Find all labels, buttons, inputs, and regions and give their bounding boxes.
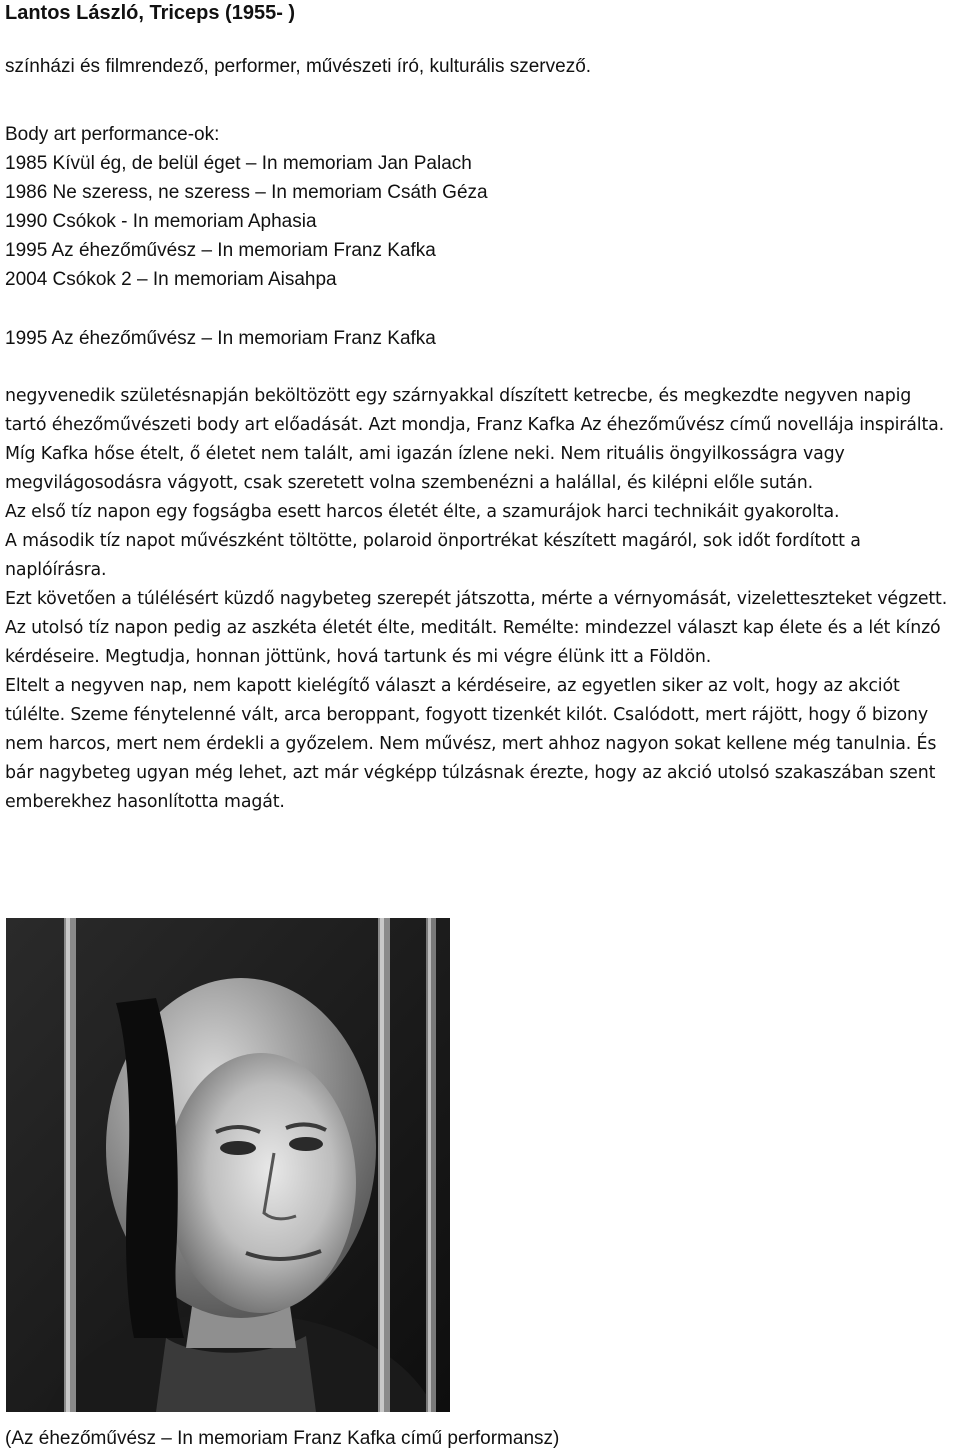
performance-item: 1985 Kívül ég, de belül éget – In memoriam Jan Palach [5, 153, 472, 174]
section-heading: 1995 Az éhezőművész – In memoriam Franz Kafka [5, 328, 436, 349]
performance-list [5, 120, 488, 294]
paragraph: Eltelt a negyven nap, nem kapott kielégítő választ a kérdéseire, az egyetlen siker az volt, hogy az akciót túlélte. Szeme fénytelenné vált, arca beroppant, fogyott tizenkét kilót. Csalódott, mert rájött, hogy ő bizony nem harcos, mert nem érdekli a győzelem. Nem művész, mert ahhoz nagyon sokat kellene még tanulnia. És bár nagybeteg ugyan még lehet, azt már végképp túlzásnak érezte, hogy az akció utolsó szakaszában szent emberekhez hasonlította magát. [5, 676, 937, 812]
photo-caption: (Az éhezőművész – In memoriam Franz Kafka című performansz) [5, 1428, 560, 1449]
paragraph: Míg Kafka hőse ételt, ő életet nem talált, ami igazán ízlene neki. Nem rituális öngyilkosságra vagy megvilágosodásra vágyott, csak szeretett volna szembenézni a halállal, és kilépni előle sután. [5, 444, 845, 493]
portrait-photo-icon [6, 918, 450, 1412]
author-description: színházi és filmrendező, performer, művészeti író, kulturális szervező. [5, 56, 592, 77]
performance-item: 1990 Csókok - In memoriam Aphasia [5, 211, 317, 232]
portrait-photo [6, 918, 450, 1412]
paragraph: Ezt követően a túlélésért küzdő nagybeteg szerepét játszotta, mérte a vérnyomását, vizeletteszteket végzett. [5, 589, 948, 609]
performance-list-heading: Body art performance-ok: [5, 124, 220, 145]
performance-item: 2004 Csókok 2 – In memoriam Aisahpa [5, 269, 337, 290]
paragraph: Az első tíz napon egy fogságba esett harcos életét élte, a szamurájok harci technikáit gyakorolta. [5, 502, 840, 522]
document-title: Lantos László, Triceps (1955- ) [5, 2, 296, 24]
performance-item: 1995 Az éhezőművész – In memoriam Franz Kafka [5, 240, 436, 261]
performance-item: 1986 Ne szeress, ne szeress – In memoriam Csáth Géza [5, 182, 488, 203]
performance-description [5, 382, 957, 817]
paragraph: negyvenedik születésnapján beköltözött egy szárnyakkal díszített ketrecbe, és megkezdte negyven napig tartó éhezőművészeti body art előadását. Azt mondja, Franz Kafka Az éhezőművész című novellája inspirálta. [5, 386, 945, 435]
paragraph: A második tíz napot művészként töltötte, polaroid önportrékat készített magáról, sok időt fordított a naplóírásra. [5, 531, 861, 580]
paragraph: Az utolsó tíz napon pedig az aszkéta életét élte, meditált. Remélte: mindezzel választ kap élete és a lét kínzó kérdéseire. Megtudja, honnan jöttünk, hová tartunk és mi végre élünk itt a Földön. [5, 618, 941, 667]
